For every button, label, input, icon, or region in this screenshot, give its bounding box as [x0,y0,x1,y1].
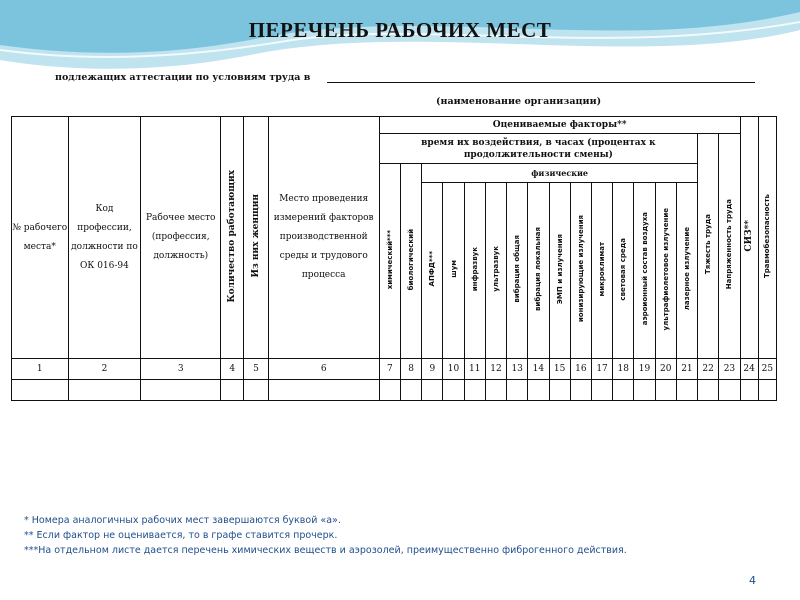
empty-cell[interactable] [141,380,221,401]
empty-cell[interactable] [443,380,464,401]
header-aero-label: аэроионный состав воздуха [640,212,649,326]
empty-cell[interactable] [68,380,141,401]
header-uv-label: ультрафиолетовое излучение [661,207,670,331]
header-women-count-label: Из них женщин [251,194,261,278]
organization-label: (наименование организации) [436,96,602,107]
col-number: 6 [268,359,379,380]
empty-cell[interactable] [655,380,676,401]
header-light [613,183,634,359]
header-siz-label: СИЗ** [744,220,755,252]
empty-cell[interactable] [221,380,244,401]
empty-cell[interactable] [400,380,421,401]
header-severity-label: Тяжесть труда [704,214,713,275]
header-profession-code: Код профессии, должности по ОК 016-94 [68,117,141,359]
decorative-wave [0,0,800,110]
empty-cell[interactable] [528,380,549,401]
col-number: 19 [634,359,655,380]
col-number: 24 [740,359,758,380]
subtitle: подлежащих аттестации по условиям труда в [55,72,311,83]
col-number: 23 [719,359,740,380]
header-uv [655,183,676,359]
header-infrasound-label: инфразвук [470,246,479,292]
header-injury-label: Травмобезопасность [763,194,772,278]
header-infrasound [464,183,485,359]
workplaces-table [11,116,777,401]
header-severity [698,134,719,359]
empty-row [12,380,777,401]
col-number: 15 [549,359,570,380]
header-workplace: Рабочее место (профессия, должность) [141,117,221,359]
header-workplace-number: № рабочего места* [12,117,69,359]
col-number: 11 [464,359,485,380]
header-intensity-label: Напряженность труда [725,199,734,290]
header-apfd [422,183,443,359]
header-vibration-local [528,183,549,359]
empty-cell[interactable] [613,380,634,401]
col-number: 9 [422,359,443,380]
header-emp-label: ЭМП и излучения [555,233,564,305]
footnote-3: ***На отдельном листе дается перечень химических веществ и аэрозолей, преимущественно фиброгенного действия. [24,545,627,556]
col-number: 7 [379,359,400,380]
header-aero [634,183,655,359]
empty-cell[interactable] [12,380,69,401]
col-number: 2 [68,359,141,380]
header-microclimate [591,183,612,359]
header-laser [676,183,697,359]
header-ionizing-label: ионизирующие излучения [576,215,585,323]
header-worker-count [221,117,244,359]
header-physical: физические [422,164,698,183]
header-light-label: световая среда [619,237,628,301]
header-ultrasound-label: ультразвук [491,246,500,292]
empty-cell[interactable] [740,380,758,401]
empty-cell[interactable] [698,380,719,401]
header-chemical [379,164,400,359]
col-number: 14 [528,359,549,380]
empty-cell[interactable] [485,380,506,401]
col-number: 17 [591,359,612,380]
header-intensity [719,134,740,359]
empty-cell[interactable] [634,380,655,401]
footnote-1: * Номера аналогичных рабочих мест завершаются буквой «а». [24,515,341,526]
col-number: 21 [676,359,697,380]
header-vibration-general [507,183,528,359]
col-number: 20 [655,359,676,380]
header-women-count [244,117,268,359]
header-exposure-time: время их воздействия, в часах (процентах к продолжительности смены) [379,134,697,164]
empty-cell[interactable] [570,380,591,401]
header-injury [758,117,776,359]
col-number: 25 [758,359,776,380]
footnote-2: ** Если фактор не оценивается, то в графе ставится прочерк. [24,530,338,541]
header-chemical-label: химический*** [385,229,394,290]
empty-cell[interactable] [549,380,570,401]
header-noise [443,183,464,359]
header-vibration-local-label: вибрация локальная [534,227,543,311]
col-number: 16 [570,359,591,380]
empty-cell[interactable] [268,380,379,401]
header-laser-label: лазерное излучение [682,227,691,311]
header-siz [740,117,758,359]
col-number: 18 [613,359,634,380]
header-apfd-label: АПФД*** [428,251,437,287]
col-number: 1 [12,359,69,380]
organization-underline [327,82,755,83]
header-microclimate-label: микроклимат [598,241,607,297]
header-noise-label: шум [449,260,458,278]
column-numbers-row [12,359,777,380]
col-number: 13 [507,359,528,380]
col-number: 12 [485,359,506,380]
col-number: 8 [400,359,421,380]
header-measurement-place: Место проведения измерений факторов производственной среды и трудового процесса [268,117,379,359]
header-ionizing [570,183,591,359]
page-title: ПЕРЕЧЕНЬ РАБОЧИХ МЕСТ [248,18,552,42]
col-number: 22 [698,359,719,380]
empty-cell[interactable] [758,380,776,401]
empty-cell[interactable] [422,380,443,401]
col-number: 3 [141,359,221,380]
empty-cell[interactable] [719,380,740,401]
col-number: 5 [244,359,268,380]
page-number: 4 [749,574,756,587]
col-number: 10 [443,359,464,380]
empty-cell[interactable] [591,380,612,401]
footnotes [24,513,627,558]
col-number: 4 [221,359,244,380]
empty-cell[interactable] [507,380,528,401]
header-vibration-general-label: вибрация общая [513,235,522,303]
empty-cell[interactable] [244,380,268,401]
header-biological [400,164,421,359]
header-biological-label: биологический [407,228,416,291]
empty-cell[interactable] [464,380,485,401]
header-worker-count-label: Количество работающих [227,169,238,303]
empty-cell[interactable] [676,380,697,401]
header-ultrasound [485,183,506,359]
header-emp [549,183,570,359]
header-factors: Оцениваемые факторы** [379,117,740,134]
empty-cell[interactable] [379,380,400,401]
